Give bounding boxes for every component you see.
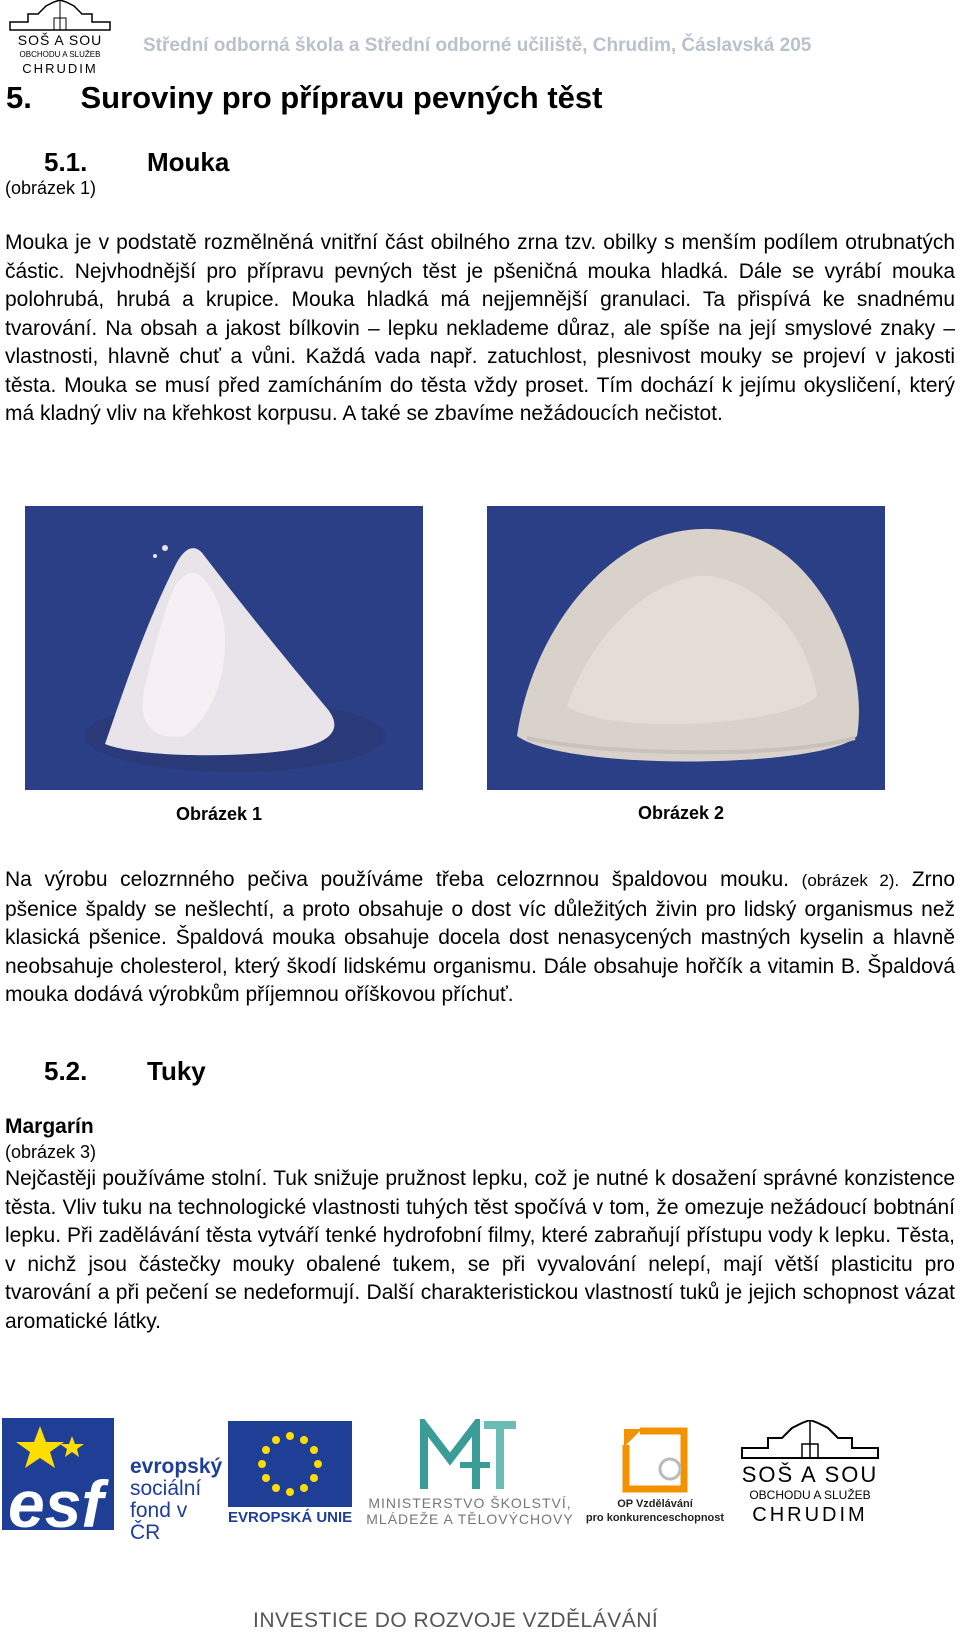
margarin-subhead: Margarín (5, 1115, 94, 1138)
sos-footer-line2: OBCHODU A SLUŽEB (749, 1488, 871, 1502)
msmt-icon (420, 1419, 520, 1491)
paragraph2-ref: (obrázek 2). (801, 871, 900, 890)
msmt-line1: MINISTERSTVO ŠKOLSTVÍ, (368, 1495, 572, 1511)
school-logo (4, 0, 116, 80)
op-line1: OP Vzdělávání (617, 1498, 693, 1510)
sos-footer-logo (735, 1420, 885, 1530)
section1-ref: (obrázek 1) (5, 178, 97, 198)
flour-photo-2 (487, 506, 885, 790)
esf-line1: evropský (130, 1455, 223, 1478)
logo-line3: CHRUDIM (22, 61, 98, 76)
sos-footer-line1: SOŠ A SOU (741, 1462, 879, 1487)
msmt-logo (360, 1419, 580, 1529)
chapter-number: 5. (6, 80, 32, 115)
school-name: Střední odborná škola a Střední odborné učiliště, Chrudim, Čáslavská 205 (143, 35, 812, 56)
eu-logo (228, 1421, 352, 1533)
eu-label: EVROPSKÁ UNIE (228, 1509, 353, 1526)
eu-flag-icon (228, 1421, 352, 1507)
section2-ref: (obrázek 3) (5, 1142, 97, 1162)
paragraph2-start: Na výrobu celozrnného pečiva používáme třeba celozrnnou špaldovou mouku. (5, 868, 790, 891)
logo-line1: SOŠ A SOU (17, 32, 103, 48)
section2-paragraph: Nejčastěji používáme stolní. Tuk snižuje pružnost lepku, což je nutné k dosažení správné konzistence těsta. Vliv tuku na technologické vlastnosti tuhých těst spočívá v tom, že omezuje nežádoucí bobtnání lepku. Při zadělávání těsta vytváří tenké hydrofobní filmy, které zabraňují přístupu vody k lepku. Těsta, v nichž jsou částečky mouky obalené tukem, se při vyvalování nelepí, mají větší plasticitu pro tvarování a při pečení se nedeformují. Další charakteristickou vlastností tuků je jejich schopnost vázat aromatické látky. (5, 1167, 955, 1333)
caption-2: Obrázek 2 (638, 803, 725, 823)
esf-line2: sociální (130, 1477, 202, 1500)
msmt-line2: MLÁDEŽE A TĚLOVÝCHOVY (366, 1511, 574, 1527)
footer-investice: INVESTICE DO ROZVOJE VZDĚLÁVÁNÍ (253, 1609, 659, 1632)
msmt-text (360, 1495, 580, 1527)
section1-paragraph2 (5, 866, 955, 1010)
caption-1: Obrázek 1 (176, 804, 263, 824)
castle-icon (8, 0, 112, 32)
castle-footer-icon (740, 1420, 880, 1460)
section1-title: Mouka (147, 147, 230, 177)
logo-line2: OBCHODU A SLUŽEB (19, 50, 101, 59)
section1-number: 5.1. (44, 147, 88, 177)
op-logo (585, 1425, 725, 1530)
esf-logo (2, 1418, 223, 1544)
esf-big: esf (8, 1467, 104, 1541)
chapter-title: Suroviny pro přípravu pevných těst (80, 80, 603, 115)
esf-line3: fond v ČR (130, 1499, 188, 1544)
flour-photo-1 (25, 506, 423, 790)
section2-number: 5.2. (44, 1056, 88, 1086)
section1-paragraph: Mouka je v podstatě rozmělněná vnitřní část obilného zrna tzv. obilky s menším podílem otrubnatých částic. Nejvhodnější pro přípravu pevných těst je pšeničná mouka hladká. Dále se vyrábí mouka polohrubá, hrubá a krupice. Mouka hladká má nejjemnější granulaci. Ta přispívá ke snadnému tvarování. Na obsah a jakost bílkovin – lepku neklademe důraz, ale spíše na její smyslové znaky – vlastnosti, hlavně chuť a vůni. Každá vada např. zatuchlost, plesnivost mouky se projeví v jakosti těsta. Mouka se musí před zamícháním do těsta vždy proset. Tím dochází k jejímu okysličení, který má kladný vliv na křehkost korpusu. A také se zbavíme nežádoucích nečistot. (5, 231, 955, 425)
op-line2: pro konkurenceschopnost (585, 1512, 725, 1524)
chapter-heading (6, 80, 602, 116)
section2-title: Tuky (147, 1056, 206, 1086)
op-icon (620, 1425, 690, 1495)
op-text (585, 1497, 725, 1525)
esf-text (130, 1456, 222, 1544)
sos-footer-line3: CHRUDIM (752, 1504, 868, 1526)
paragraph2-rest: Zrno pšenice špaldy se nešlechtí, a proto obsahuje o dost víc důležitých živin pro lidský organismus než klasická pšenice. Špaldová mouka obsahuje docela dost nenasycených mastných kyselin a hlavně neobsahuje cholesterol, který škodí lidskému organismu. Dále obsahuje hořčík a vitamin B. Špaldová mouka dodává výrobkům příjemnou oříškovou příchuť. (5, 868, 956, 1006)
